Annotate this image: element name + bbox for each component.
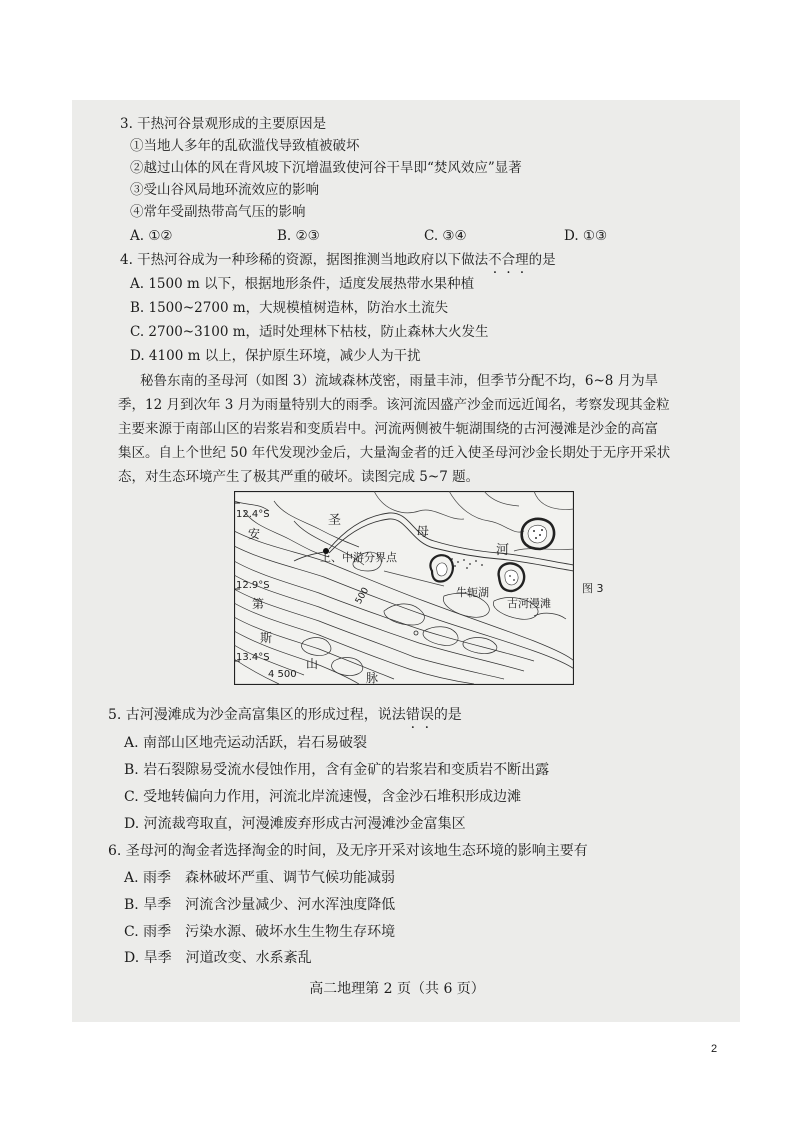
- river-label-he: 河: [496, 543, 510, 558]
- q6-option-d: D. 旱季 河道改变、水系紊乱: [124, 950, 312, 966]
- q3-stem: 3. 干热河谷景观形成的主要原因是: [120, 116, 327, 132]
- figure-caption: 图 3: [582, 582, 604, 595]
- latitude-label-1: 12.4°S: [236, 509, 270, 520]
- q3-option-a: A. ①②: [130, 228, 173, 244]
- q6-stem: 6. 圣母河的淘金者选择淘金的时间，及无序开采对该地生态环境的影响主要有: [108, 843, 588, 859]
- q5-stem-pre: 5. 古河漫滩成为沙金高富集区的形成过程，说法: [108, 707, 406, 723]
- q5-option-b: B. 岩石裂隙易受流水侵蚀作用，含有金矿的岩浆岩和变质岩不断出露: [124, 762, 550, 778]
- q3-item-4: ④常年受副热带高气压的影响: [130, 204, 306, 220]
- passage-line-4: 集区。自上个世纪 50 年代发现沙金后，大量淘金者的迁入使圣母河沙金长期处于无序开采状: [118, 445, 671, 461]
- q3-item-2: ②越过山体的风在背风坡下沉增温致使河谷干旱即“焚风效应”显著: [130, 160, 522, 176]
- figure-3-map: [234, 491, 574, 685]
- q3-option-d: D. ①③: [564, 228, 608, 244]
- emphasis-char: 合: [501, 252, 516, 268]
- q3-item-1: ①当地人多年的乱砍滥伐导致植被破坏: [130, 138, 360, 154]
- q5-option-d: D. 河流裁弯取直，河漫滩废弃形成古河漫滩沙金富集区: [124, 816, 466, 832]
- q5-stem: [108, 705, 462, 725]
- passage-line-2: 季，12 月到次年 3 月为雨量特别大的雨季。该河流因盛产沙金而远近闻名，考察发现其金粒: [118, 397, 670, 413]
- q4-option-b: B. 1500~2700 m，大规模植树造林，防治水土流失: [130, 300, 449, 316]
- q6-option-c: C. 雨季 污染水源、破坏水生生物生存环境: [124, 924, 396, 940]
- river-label-mu: 母: [416, 525, 430, 540]
- contour-label-500: 500: [353, 586, 372, 606]
- river-label-sheng: 圣: [328, 513, 342, 528]
- page-number: 2: [711, 1043, 718, 1055]
- q4-stem: [120, 250, 556, 270]
- passage-line-5: 态，对生态环境产生了极其严重的破坏。读图完成 5~7 题。: [118, 469, 480, 485]
- q3-option-c: C. ③④: [424, 228, 467, 244]
- place-label-mai: 脉: [366, 671, 379, 685]
- place-label-di: 第: [252, 597, 265, 611]
- contour-label-4500: 4 500: [268, 669, 297, 680]
- q6-option-b: B. 旱季 河流含沙量减少、河水浑浊度降低: [124, 897, 396, 913]
- emphasis-char: 不: [488, 252, 502, 268]
- emphasis-char: 错: [405, 707, 420, 723]
- q3-option-b: B. ②③: [277, 228, 320, 244]
- ancient-floodplain-label: 古河漫滩: [507, 597, 551, 610]
- emphasis-char: 误: [419, 707, 434, 723]
- place-label-si: 斯: [260, 631, 273, 645]
- q3-item-3: ③受山谷风局地环流效应的影响: [130, 182, 319, 198]
- place-label-shan: 山: [306, 657, 319, 671]
- latitude-label-3: 13.4°S: [236, 652, 270, 663]
- q5-option-c: C. 受地转偏向力作用，河流北岸流速慢，含金沙石堆积形成边滩: [124, 789, 522, 805]
- q5-stem-emphasis: [406, 707, 434, 723]
- q5-option-a: A. 南部山区地壳运动活跃，岩石易破裂: [124, 735, 368, 751]
- q4-stem-post: 的是: [528, 252, 556, 268]
- river-map-svg: [234, 491, 574, 685]
- q4-stem-pre: 4. 干热河谷成为一种珍稀的资源，据图推测当地政府以下做法: [120, 252, 489, 268]
- latitude-label-2: 12.9°S: [236, 580, 270, 591]
- page-footer: 高二地理第 2 页（共 6 页）: [309, 981, 485, 997]
- place-label-an: 安: [248, 527, 261, 541]
- q5-stem-post: 的是: [433, 707, 462, 723]
- q4-stem-emphasis: [488, 252, 529, 268]
- q4-option-c: C. 2700~3100 m，适时处理林下枯枝，防止森林大火发生: [130, 324, 489, 340]
- passage-line-1: 秘鲁东南的圣母河（如图 3）流域森林茂密，雨量丰沛，但季节分配不均，6~8 月为旱: [140, 373, 659, 389]
- q4-option-d: D. 4100 m 以上，保护原生环境，减少人为干扰: [130, 348, 421, 364]
- oxbow-lake-label: 牛轭湖: [456, 586, 489, 599]
- q6-option-a: A. 雨季 森林破坏严重、调节气候功能减弱: [124, 870, 396, 886]
- q4-option-a: A. 1500 m 以下，根据地形条件，适度发展热带水果种植: [130, 276, 475, 292]
- boundary-point-label: 上、中游分界点: [320, 551, 397, 564]
- emphasis-char: 理: [515, 252, 529, 268]
- passage-line-3: 主要来源于南部山区的岩浆岩和变质岩中。河流两侧被牛轭湖围绕的古河漫滩是沙金的高富: [118, 421, 658, 437]
